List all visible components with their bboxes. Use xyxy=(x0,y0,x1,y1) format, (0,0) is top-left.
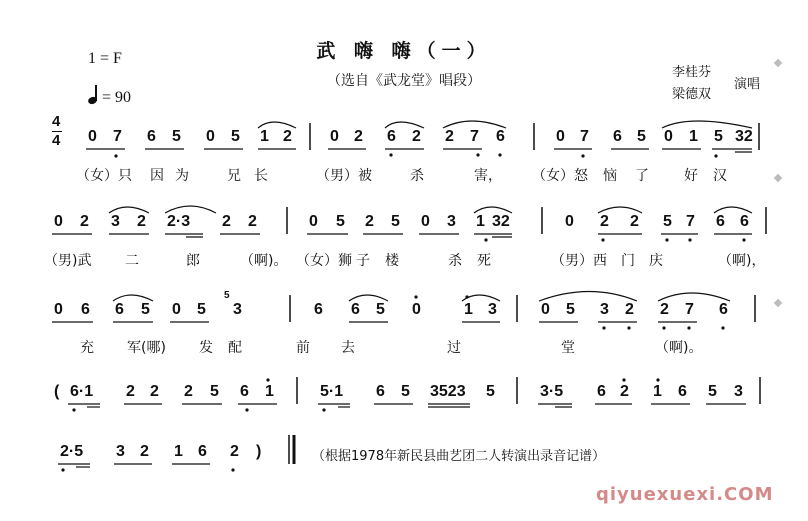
note: 2·3 xyxy=(167,213,191,230)
lyric: （男)武 xyxy=(44,253,92,269)
note: 5 xyxy=(708,383,717,400)
lyric: 过 xyxy=(447,340,461,356)
note: 6 xyxy=(351,301,360,318)
underlines xyxy=(52,149,752,467)
note: 32 xyxy=(735,128,753,145)
lyric: 充 xyxy=(80,340,94,356)
note: 32 xyxy=(492,213,510,230)
note: 0 xyxy=(54,301,63,318)
note: 2 xyxy=(248,213,257,230)
lyric: 堂 xyxy=(561,340,575,356)
note: 0 xyxy=(565,213,574,230)
note: 6 xyxy=(678,383,687,400)
lyric: （女）狮 xyxy=(296,253,352,269)
note: 5 xyxy=(210,383,219,400)
note: 6 xyxy=(719,301,728,318)
lyric: （女）怒 xyxy=(532,168,588,184)
note: 2 xyxy=(354,128,363,145)
note: 1 xyxy=(260,128,269,145)
note: 6 xyxy=(716,213,725,230)
note: 6 xyxy=(496,128,505,145)
note: 7 xyxy=(685,301,694,318)
note: 1 xyxy=(464,301,473,318)
octave-dots xyxy=(61,153,745,471)
slurs xyxy=(109,121,752,301)
note: 3 xyxy=(734,383,743,400)
note: 0 xyxy=(556,128,565,145)
lyric: 恼 xyxy=(603,168,617,184)
note: 6 xyxy=(376,383,385,400)
note: 6 xyxy=(240,383,249,400)
note: 3 xyxy=(447,213,456,230)
lyric: 杀 xyxy=(410,168,424,184)
note: 5 xyxy=(401,383,410,400)
lyric: （女）只 xyxy=(76,168,132,184)
note: ( xyxy=(54,383,60,400)
note: 2 xyxy=(620,383,629,400)
note: 6 xyxy=(387,128,396,145)
note: 5 xyxy=(172,128,181,145)
note: 6 xyxy=(198,443,207,460)
note: 1 xyxy=(265,383,274,400)
note: 6 xyxy=(115,301,124,318)
key-signature: 1 = F xyxy=(88,50,122,67)
note: 5 xyxy=(141,301,150,318)
lyric: 军(哪) xyxy=(127,340,166,356)
note: 3 xyxy=(600,301,609,318)
note: 7 xyxy=(470,128,479,145)
note: 1 xyxy=(653,383,662,400)
note: 2 xyxy=(230,443,239,460)
note: 5 xyxy=(376,301,385,318)
lyric: （啊)。 xyxy=(240,253,288,269)
note: 3 xyxy=(233,301,242,318)
note: 0 xyxy=(54,213,63,230)
note: 5·1 xyxy=(320,383,344,400)
lyric: 了 xyxy=(635,168,649,184)
note: 6 xyxy=(314,301,323,318)
note: 6 xyxy=(147,128,156,145)
note: 6 xyxy=(81,301,90,318)
performer-role: 演唱 xyxy=(734,77,761,92)
lyric: 楼 xyxy=(385,253,399,269)
note: 5 xyxy=(637,128,646,145)
lyric: （啊)。 xyxy=(655,340,703,356)
note: 5 xyxy=(391,213,400,230)
note: 1 xyxy=(174,443,183,460)
note: 3 xyxy=(488,301,497,318)
lyric: 因 xyxy=(150,168,164,184)
note: 0 xyxy=(206,128,215,145)
note: 6 xyxy=(740,213,749,230)
lyric: 门 xyxy=(621,253,635,269)
note: 0 xyxy=(421,213,430,230)
note: 2 xyxy=(150,383,159,400)
lyric: 长 xyxy=(254,168,268,184)
source-footnote: （根据1978年新民县曲艺团二人转演出录音记谱） xyxy=(312,449,606,464)
note: 5 xyxy=(714,128,723,145)
note: 7 xyxy=(580,128,589,145)
lyric: 汉 xyxy=(713,168,727,184)
note: 0 xyxy=(664,128,673,145)
note: 2 xyxy=(80,213,89,230)
note: 5 xyxy=(566,301,575,318)
note: ) xyxy=(256,443,262,460)
note: 2 xyxy=(660,301,669,318)
note: 6 xyxy=(597,383,606,400)
note: 2 xyxy=(283,128,292,145)
note: 2 xyxy=(126,383,135,400)
time-signature-top: 4 xyxy=(52,113,61,130)
lyric: 兄 xyxy=(227,168,241,184)
note: 0 xyxy=(412,301,421,318)
lyric: 配 xyxy=(228,340,242,356)
lyric: 前 xyxy=(296,340,310,356)
lyric: 害， xyxy=(474,168,502,184)
note: 5 xyxy=(336,213,345,230)
site-watermark: qiyuexuexi.COM xyxy=(596,484,774,505)
performer-1: 李桂芬 xyxy=(672,65,712,80)
note: 2 xyxy=(184,383,193,400)
note: 2 xyxy=(137,213,146,230)
note: 6·1 xyxy=(70,383,94,400)
note: 6 xyxy=(613,128,622,145)
lyric: 好 xyxy=(684,168,698,184)
lyric: 去 xyxy=(341,340,355,356)
note: 7 xyxy=(113,128,122,145)
note: 0 xyxy=(309,213,318,230)
note: 7 xyxy=(686,213,695,230)
note: 2 xyxy=(625,301,634,318)
tempo-value: = 90 xyxy=(102,89,132,106)
note: 0 xyxy=(172,301,181,318)
note: 3523 xyxy=(430,383,466,400)
note: 3 xyxy=(116,443,125,460)
note: 2 xyxy=(140,443,149,460)
note: 0 xyxy=(541,301,550,318)
grace-note: 5 xyxy=(224,290,230,301)
lyric: （啊)， xyxy=(718,253,766,269)
note: 5 xyxy=(486,383,495,400)
note: 2 xyxy=(630,213,639,230)
note: 2 xyxy=(222,213,231,230)
note: 3·5 xyxy=(540,383,564,400)
lyric: 杀 xyxy=(448,253,462,269)
page-title: 武 嗨 嗨（一） xyxy=(316,40,492,62)
lyric: 子 xyxy=(356,253,370,269)
note: 2 xyxy=(445,128,454,145)
lyric: 为 xyxy=(175,168,189,184)
page-subtitle: （选自《武龙堂》唱段） xyxy=(327,73,481,89)
note: 5 xyxy=(197,301,206,318)
lyric: 二 xyxy=(125,253,139,269)
lyric: 死 xyxy=(477,253,491,269)
note: 2·5 xyxy=(60,443,84,460)
note: 5 xyxy=(231,128,240,145)
lyric: （男）被 xyxy=(316,168,372,184)
performer-2: 梁德双 xyxy=(672,87,712,102)
right-margin-marks xyxy=(774,59,782,307)
note: 1 xyxy=(476,213,485,230)
note: 2 xyxy=(600,213,609,230)
lyric: 庆 xyxy=(649,253,663,269)
note: 5 xyxy=(663,213,672,230)
note: 0 xyxy=(88,128,97,145)
lyric: （男）西 xyxy=(551,253,607,269)
time-signature-bottom: 4 xyxy=(52,132,61,149)
note: 0 xyxy=(330,128,339,145)
note: 2 xyxy=(365,213,374,230)
note: 1 xyxy=(689,128,698,145)
note: 2 xyxy=(412,128,421,145)
lyric: 发 xyxy=(199,340,213,356)
lyric: 郎 xyxy=(186,253,200,269)
note: 3 xyxy=(111,213,120,230)
